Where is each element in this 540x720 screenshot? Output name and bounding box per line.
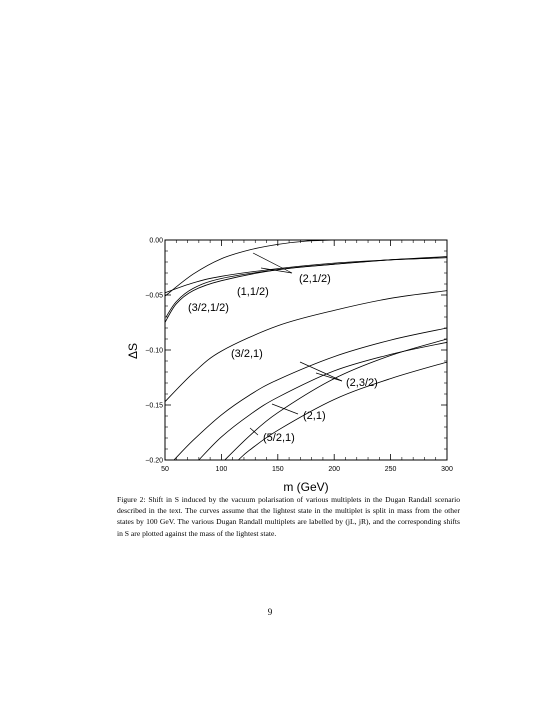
curve-label-1-1-2: (1,1/2) bbox=[237, 286, 269, 298]
x-tick-label: 250 bbox=[384, 466, 397, 473]
y-axis-title: ΔS bbox=[126, 342, 140, 360]
curve-label-3-2-1: (3/2,1) bbox=[231, 348, 263, 360]
y-tick-label: −0.10 bbox=[145, 347, 163, 355]
curve-unlabelled-7 bbox=[174, 328, 447, 460]
curve-label-3-2-1-2: (3/2,1/2) bbox=[188, 302, 229, 314]
y-tick-label: 0.00 bbox=[149, 237, 163, 245]
curve-label-5-2-1: (5/2,1) bbox=[263, 432, 295, 444]
figure-caption: Figure 2: Shift in S induced by the vacuum polarisation of various multiplets in the Dugan Randall scenario described in the text. The curves assume that the lightest state in the multiplet is split in mass from the other states by 100 GeV. The various Dugan Randall multiplets are labelled by (jL, jR), and the corresponding shifts in S are plotted against the mass of the lightest state. bbox=[117, 495, 460, 538]
curve-label-2-3-2: (2,3/2) bbox=[346, 377, 378, 389]
x-tick-label: 150 bbox=[271, 466, 284, 473]
y-tick-label: −0.05 bbox=[145, 292, 163, 300]
x-tick-label: 200 bbox=[328, 466, 341, 473]
curve-5-2-1 bbox=[238, 362, 447, 460]
y-tick-label: −0.15 bbox=[145, 402, 163, 410]
x-axis-title: m (GeV) bbox=[283, 480, 329, 494]
leader-line-2-1 bbox=[272, 404, 298, 414]
curve-label-2-1-2: (2,1/2) bbox=[299, 273, 331, 285]
y-tick-label: −0.20 bbox=[145, 457, 163, 465]
x-tick-label: 300 bbox=[441, 466, 453, 473]
curve-label-2-1: (2,1) bbox=[303, 410, 326, 422]
leader-line-2-3-2-a bbox=[300, 362, 342, 381]
x-tick-label: 50 bbox=[161, 466, 169, 473]
x-tick-label: 100 bbox=[215, 466, 228, 473]
page-number: 9 bbox=[267, 607, 273, 617]
